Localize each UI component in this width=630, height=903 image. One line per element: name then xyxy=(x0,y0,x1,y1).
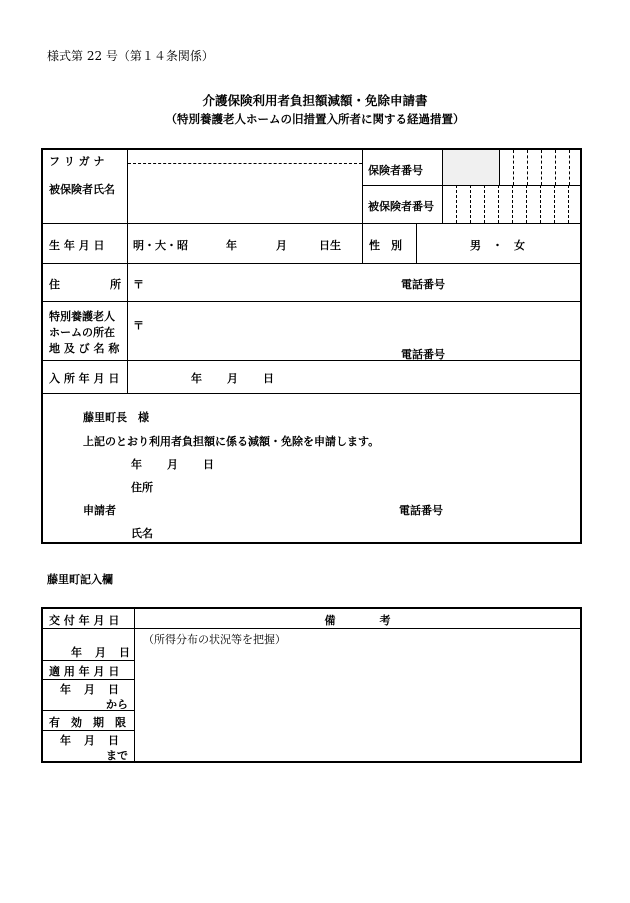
valid-until-label: 有 効 期 限 xyxy=(49,716,126,729)
application-year-unit: 年 xyxy=(131,458,142,471)
admission-date-label: 入 所 年 月 日 xyxy=(49,372,120,385)
apply-date-label: 適 用 年 月 日 xyxy=(49,665,120,678)
office-table xyxy=(41,607,582,763)
valid-year-unit: 年 xyxy=(60,734,71,747)
apply-day-unit: 日 xyxy=(108,683,119,696)
apply-year-unit: 年 xyxy=(60,683,71,696)
facility-label-line1: 特別養護老人 xyxy=(49,310,115,323)
remarks-note: （所得分布の状況等を把握） xyxy=(143,633,286,646)
insured-name-label: 被保険者氏名 xyxy=(49,183,115,196)
application-month-unit: 月 xyxy=(167,458,178,471)
form-number: 様式第 22 号（第１４条関係） xyxy=(47,49,214,63)
from-label: から xyxy=(106,698,128,711)
valid-day-unit: 日 xyxy=(108,734,119,747)
sex-label: 性 別 xyxy=(369,239,402,252)
applicant-phone-label: 電話番号 xyxy=(399,504,443,517)
issue-year-unit: 年 xyxy=(71,646,82,659)
application-day-unit: 日 xyxy=(203,458,214,471)
phone-label: 電話番号 xyxy=(401,278,445,291)
admission-month-unit: 月 xyxy=(227,372,238,385)
office-section-title: 藤里町記入欄 xyxy=(47,573,113,586)
applicant-label: 申請者 xyxy=(83,504,116,517)
applicant-name-label: 氏名 xyxy=(131,527,153,540)
applicant-address-label: 住所 xyxy=(131,481,153,494)
facility-phone-label: 電話番号 xyxy=(401,348,445,361)
issue-date-label: 交 付 年 月 日 xyxy=(49,614,120,627)
facility-label-line3: 地 及 び 名 称 xyxy=(49,342,120,355)
valid-month-unit: 月 xyxy=(84,734,95,747)
facility-label-line2: ホームの所在 xyxy=(49,326,115,339)
issue-day-unit: 日 xyxy=(119,646,130,659)
admission-year-unit: 年 xyxy=(191,372,202,385)
birth-day-unit: 日生 xyxy=(319,239,341,252)
facility-postal-mark: 〒 xyxy=(133,319,144,332)
application-statement: 上記のとおり利用者負担額に係る減額・免除を申請します。 xyxy=(83,435,380,448)
sex-options: 男 ・ 女 xyxy=(470,239,525,252)
address-label-char2: 所 xyxy=(110,278,121,291)
application-table xyxy=(41,148,582,544)
address-label-char1: 住 xyxy=(49,278,60,291)
form-subtitle: （特別養護老人ホームの旧措置入所者に関する経過措置） xyxy=(165,112,465,126)
issue-month-unit: 月 xyxy=(95,646,106,659)
insured-number-label: 被保険者番号 xyxy=(368,200,434,213)
addressee: 藤里町長 様 xyxy=(83,411,149,424)
birthdate-label: 生 年 月 日 xyxy=(49,239,105,252)
furigana-label: フ リ ガ ナ xyxy=(49,155,105,168)
insurer-number-label: 保険者番号 xyxy=(368,164,423,177)
apply-month-unit: 月 xyxy=(84,683,95,696)
until-label: まで xyxy=(106,749,128,762)
birth-month-unit: 月 xyxy=(276,239,287,252)
form-title: 介護保険利用者負担額減額・免除申請書 xyxy=(202,93,428,108)
postal-mark: 〒 xyxy=(133,278,144,291)
birth-year-unit: 年 xyxy=(226,239,237,252)
remarks-header: 備 考 xyxy=(324,614,391,627)
admission-day-unit: 日 xyxy=(263,372,274,385)
birthdate-eras: 明・大・昭 xyxy=(133,239,188,252)
